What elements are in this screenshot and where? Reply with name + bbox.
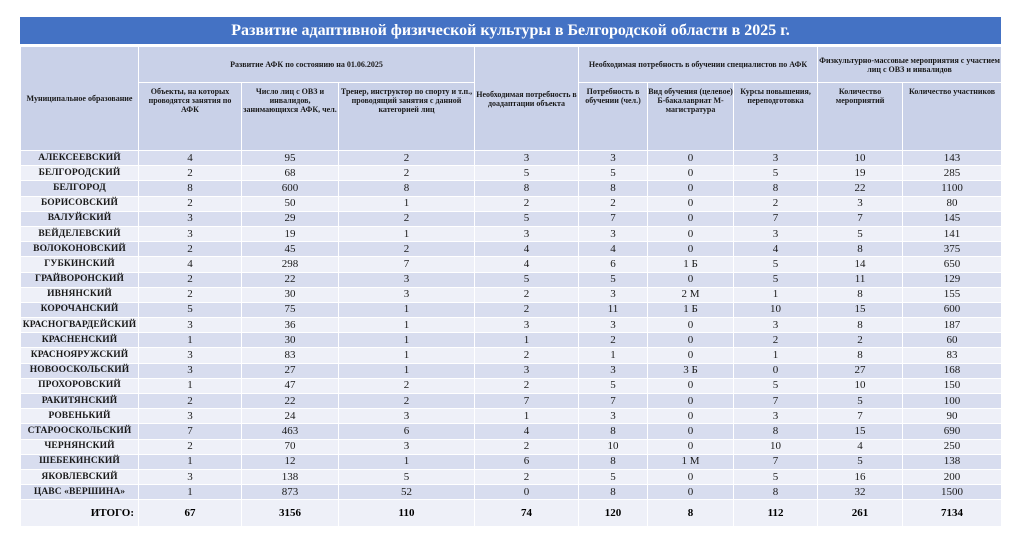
total-training-type: 8 xyxy=(648,500,734,527)
cell-courses: 5 xyxy=(734,166,818,181)
table-row xyxy=(21,318,1002,333)
cell-municipality: ГУБКИНСКИЙ xyxy=(21,257,139,272)
cell-people: 30 xyxy=(242,333,339,348)
cell-participants: 141 xyxy=(903,226,1002,241)
cell-courses: 3 xyxy=(734,226,818,241)
totals-row xyxy=(21,500,1002,527)
cell-trainers: 3 xyxy=(339,272,475,287)
cell-events: 3 xyxy=(818,196,903,211)
cell-trainers: 1 xyxy=(339,196,475,211)
cell-people: 12 xyxy=(242,454,339,469)
table-row xyxy=(21,151,1002,166)
cell-trainers: 2 xyxy=(339,151,475,166)
cell-objects: 8 xyxy=(139,181,242,196)
cell-courses: 3 xyxy=(734,151,818,166)
cell-objects: 1 xyxy=(139,333,242,348)
cell-people: 36 xyxy=(242,318,339,333)
cell-municipality: ЯКОВЛЕВСКИЙ xyxy=(21,469,139,484)
cell-adaptation: 1 xyxy=(475,333,579,348)
cell-municipality: СТАРООСКОЛЬСКИЙ xyxy=(21,424,139,439)
cell-people: 47 xyxy=(242,378,339,393)
cell-need: 4 xyxy=(579,242,648,257)
cell-participants: 90 xyxy=(903,409,1002,424)
cell-municipality: БЕЛГОРОДСКИЙ xyxy=(21,166,139,181)
cell-municipality: БОРИСОВСКИЙ xyxy=(21,196,139,211)
cell-courses: 5 xyxy=(734,469,818,484)
cell-courses: 2 xyxy=(734,196,818,211)
cell-adaptation: 2 xyxy=(475,287,579,302)
cell-trainers: 3 xyxy=(339,439,475,454)
cell-objects: 2 xyxy=(139,166,242,181)
cell-objects: 3 xyxy=(139,469,242,484)
cell-events: 14 xyxy=(818,257,903,272)
table-row xyxy=(21,469,1002,484)
cell-events: 2 xyxy=(818,333,903,348)
table-row xyxy=(21,242,1002,257)
cell-adaptation: 2 xyxy=(475,196,579,211)
header-trainers: Тренер, инструктор по спорту и т.п., проводящий занятия с данной категорией лиц xyxy=(339,83,475,151)
cell-training-type: 1 М xyxy=(648,454,734,469)
cell-need: 8 xyxy=(579,181,648,196)
cell-municipality: ВОЛОКОНОВСКИЙ xyxy=(21,242,139,257)
cell-training-type: 1 Б xyxy=(648,257,734,272)
cell-objects: 3 xyxy=(139,363,242,378)
cell-trainers: 6 xyxy=(339,424,475,439)
cell-adaptation: 6 xyxy=(475,454,579,469)
header-training-type: Вид обучения (целевое) Б-бакалавриат М- магистратура xyxy=(648,83,734,151)
cell-training-type: 0 xyxy=(648,318,734,333)
cell-training-type: 0 xyxy=(648,151,734,166)
cell-people: 29 xyxy=(242,211,339,226)
table-row xyxy=(21,257,1002,272)
cell-courses: 7 xyxy=(734,394,818,409)
cell-adaptation: 3 xyxy=(475,363,579,378)
table-row xyxy=(21,394,1002,409)
header-group-training: Необходимая потребность в обучении специалистов по АФК xyxy=(579,47,818,83)
cell-need: 2 xyxy=(579,333,648,348)
cell-objects: 2 xyxy=(139,196,242,211)
cell-adaptation: 5 xyxy=(475,166,579,181)
cell-events: 8 xyxy=(818,242,903,257)
cell-events: 5 xyxy=(818,226,903,241)
cell-objects: 5 xyxy=(139,302,242,317)
cell-need: 2 xyxy=(579,196,648,211)
table-row xyxy=(21,181,1002,196)
cell-events: 4 xyxy=(818,439,903,454)
cell-people: 70 xyxy=(242,439,339,454)
cell-objects: 2 xyxy=(139,287,242,302)
cell-adaptation: 2 xyxy=(475,469,579,484)
cell-people: 298 xyxy=(242,257,339,272)
cell-events: 10 xyxy=(818,151,903,166)
header-adaptation: Необходимая потребность в доадаптации объекта xyxy=(475,47,579,151)
cell-adaptation: 3 xyxy=(475,151,579,166)
cell-municipality: БЕЛГОРОД xyxy=(21,181,139,196)
cell-events: 5 xyxy=(818,394,903,409)
cell-municipality: КОРОЧАНСКИЙ xyxy=(21,302,139,317)
table-row xyxy=(21,287,1002,302)
cell-municipality: ГРАЙВОРОНСКИЙ xyxy=(21,272,139,287)
cell-trainers: 3 xyxy=(339,409,475,424)
cell-need: 8 xyxy=(579,454,648,469)
cell-training-type: 0 xyxy=(648,333,734,348)
table-row xyxy=(21,409,1002,424)
cell-people: 95 xyxy=(242,151,339,166)
cell-participants: 83 xyxy=(903,348,1002,363)
cell-municipality: РОВЕНЬКИЙ xyxy=(21,409,139,424)
header-participants: Количество участников xyxy=(903,83,1002,151)
cell-objects: 3 xyxy=(139,211,242,226)
cell-adaptation: 2 xyxy=(475,302,579,317)
cell-participants: 650 xyxy=(903,257,1002,272)
table-row xyxy=(21,424,1002,439)
cell-trainers: 2 xyxy=(339,242,475,257)
header-group-events: Физкультурно-массовые мероприятия с участием лиц с ОВЗ и инвалидов xyxy=(818,47,1002,83)
table-body xyxy=(21,151,1002,500)
cell-trainers: 1 xyxy=(339,226,475,241)
cell-courses: 3 xyxy=(734,409,818,424)
cell-adaptation: 3 xyxy=(475,318,579,333)
cell-need: 8 xyxy=(579,485,648,500)
cell-events: 5 xyxy=(818,454,903,469)
cell-events: 8 xyxy=(818,287,903,302)
cell-need: 3 xyxy=(579,226,648,241)
cell-trainers: 2 xyxy=(339,166,475,181)
cell-need: 3 xyxy=(579,318,648,333)
table-row xyxy=(21,348,1002,363)
cell-training-type: 0 xyxy=(648,348,734,363)
cell-trainers: 1 xyxy=(339,333,475,348)
cell-need: 11 xyxy=(579,302,648,317)
table-row xyxy=(21,439,1002,454)
cell-participants: 187 xyxy=(903,318,1002,333)
cell-adaptation: 4 xyxy=(475,257,579,272)
total-participants: 7134 xyxy=(903,500,1002,527)
cell-municipality: ИВНЯНСКИЙ xyxy=(21,287,139,302)
cell-training-type: 0 xyxy=(648,226,734,241)
cell-trainers: 52 xyxy=(339,485,475,500)
cell-participants: 60 xyxy=(903,333,1002,348)
cell-events: 16 xyxy=(818,469,903,484)
cell-adaptation: 1 xyxy=(475,409,579,424)
table-row xyxy=(21,363,1002,378)
cell-events: 8 xyxy=(818,348,903,363)
cell-objects: 2 xyxy=(139,272,242,287)
header-objects: Объекты, на которых проводятся занятия по АФК xyxy=(139,83,242,151)
cell-adaptation: 2 xyxy=(475,348,579,363)
cell-people: 45 xyxy=(242,242,339,257)
cell-trainers: 1 xyxy=(339,302,475,317)
cell-courses: 8 xyxy=(734,181,818,196)
cell-objects: 3 xyxy=(139,409,242,424)
cell-participants: 1100 xyxy=(903,181,1002,196)
cell-adaptation: 7 xyxy=(475,394,579,409)
cell-participants: 80 xyxy=(903,196,1002,211)
cell-municipality: КРАСНОЯРУЖСКИЙ xyxy=(21,348,139,363)
cell-participants: 129 xyxy=(903,272,1002,287)
cell-need: 3 xyxy=(579,409,648,424)
cell-training-type: 0 xyxy=(648,409,734,424)
total-adaptation: 74 xyxy=(475,500,579,527)
cell-courses: 1 xyxy=(734,348,818,363)
cell-participants: 690 xyxy=(903,424,1002,439)
cell-training-type: 0 xyxy=(648,485,734,500)
cell-events: 27 xyxy=(818,363,903,378)
cell-courses: 1 xyxy=(734,287,818,302)
header-courses: Курсы повышения, переподготовка xyxy=(734,83,818,151)
afk-table xyxy=(20,46,1002,527)
cell-events: 7 xyxy=(818,409,903,424)
cell-people: 30 xyxy=(242,287,339,302)
cell-objects: 1 xyxy=(139,378,242,393)
cell-objects: 2 xyxy=(139,242,242,257)
cell-trainers: 8 xyxy=(339,181,475,196)
cell-adaptation: 5 xyxy=(475,272,579,287)
cell-adaptation: 0 xyxy=(475,485,579,500)
cell-objects: 7 xyxy=(139,424,242,439)
cell-need: 5 xyxy=(579,469,648,484)
cell-people: 873 xyxy=(242,485,339,500)
cell-participants: 150 xyxy=(903,378,1002,393)
cell-courses: 7 xyxy=(734,454,818,469)
cell-courses: 4 xyxy=(734,242,818,257)
cell-municipality: НОВООСКОЛЬСКИЙ xyxy=(21,363,139,378)
cell-adaptation: 5 xyxy=(475,211,579,226)
cell-participants: 138 xyxy=(903,454,1002,469)
cell-courses: 8 xyxy=(734,424,818,439)
cell-trainers: 1 xyxy=(339,454,475,469)
cell-need: 5 xyxy=(579,272,648,287)
cell-municipality: ВЕЙДЕЛЕВСКИЙ xyxy=(21,226,139,241)
cell-trainers: 7 xyxy=(339,257,475,272)
cell-trainers: 1 xyxy=(339,318,475,333)
cell-events: 10 xyxy=(818,378,903,393)
cell-people: 22 xyxy=(242,272,339,287)
cell-events: 15 xyxy=(818,424,903,439)
cell-objects: 3 xyxy=(139,226,242,241)
cell-training-type: 0 xyxy=(648,378,734,393)
totals-label: ИТОГО: xyxy=(21,500,139,527)
cell-training-type: 1 Б xyxy=(648,302,734,317)
cell-need: 3 xyxy=(579,287,648,302)
cell-people: 75 xyxy=(242,302,339,317)
cell-training-type: 2 М xyxy=(648,287,734,302)
cell-participants: 285 xyxy=(903,166,1002,181)
header-municipality: Муниципальное образование xyxy=(21,47,139,151)
cell-events: 32 xyxy=(818,485,903,500)
cell-trainers: 3 xyxy=(339,287,475,302)
table-row xyxy=(21,378,1002,393)
cell-participants: 143 xyxy=(903,151,1002,166)
cell-training-type: 0 xyxy=(648,439,734,454)
cell-participants: 375 xyxy=(903,242,1002,257)
cell-people: 27 xyxy=(242,363,339,378)
cell-municipality: ВАЛУЙСКИЙ xyxy=(21,211,139,226)
cell-adaptation: 3 xyxy=(475,226,579,241)
cell-objects: 3 xyxy=(139,348,242,363)
cell-trainers: 1 xyxy=(339,348,475,363)
table-row xyxy=(21,196,1002,211)
cell-trainers: 2 xyxy=(339,394,475,409)
cell-courses: 10 xyxy=(734,302,818,317)
cell-training-type: 0 xyxy=(648,242,734,257)
cell-trainers: 1 xyxy=(339,363,475,378)
table-row xyxy=(21,454,1002,469)
cell-courses: 0 xyxy=(734,363,818,378)
cell-participants: 200 xyxy=(903,469,1002,484)
total-people: 3156 xyxy=(242,500,339,527)
cell-need: 5 xyxy=(579,166,648,181)
header-people: Число лиц с ОВЗ и инвалидов, занимающихся АФК, чел. xyxy=(242,83,339,151)
cell-objects: 1 xyxy=(139,454,242,469)
cell-events: 22 xyxy=(818,181,903,196)
cell-people: 22 xyxy=(242,394,339,409)
cell-training-type: 0 xyxy=(648,166,734,181)
cell-training-type: 0 xyxy=(648,394,734,409)
cell-participants: 145 xyxy=(903,211,1002,226)
cell-events: 8 xyxy=(818,318,903,333)
cell-objects: 3 xyxy=(139,318,242,333)
table-row xyxy=(21,272,1002,287)
cell-need: 5 xyxy=(579,378,648,393)
cell-need: 6 xyxy=(579,257,648,272)
header-need: Потребность в обучении (чел.) xyxy=(579,83,648,151)
cell-participants: 600 xyxy=(903,302,1002,317)
table-row xyxy=(21,333,1002,348)
total-objects: 67 xyxy=(139,500,242,527)
cell-courses: 5 xyxy=(734,257,818,272)
cell-events: 11 xyxy=(818,272,903,287)
cell-courses: 8 xyxy=(734,485,818,500)
cell-need: 3 xyxy=(579,151,648,166)
cell-courses: 7 xyxy=(734,211,818,226)
report-container xyxy=(20,17,1001,527)
cell-adaptation: 2 xyxy=(475,378,579,393)
cell-municipality: ПРОХОРОВСКИЙ xyxy=(21,378,139,393)
cell-objects: 2 xyxy=(139,439,242,454)
cell-municipality: ШЕБЕКИНСКИЙ xyxy=(21,454,139,469)
cell-municipality: ЧЕРНЯНСКИЙ xyxy=(21,439,139,454)
cell-adaptation: 4 xyxy=(475,242,579,257)
cell-courses: 3 xyxy=(734,318,818,333)
cell-training-type: 0 xyxy=(648,181,734,196)
cell-people: 24 xyxy=(242,409,339,424)
cell-training-type: 3 Б xyxy=(648,363,734,378)
cell-people: 463 xyxy=(242,424,339,439)
cell-people: 83 xyxy=(242,348,339,363)
cell-people: 138 xyxy=(242,469,339,484)
cell-municipality: АЛЕКСЕЕВСКИЙ xyxy=(21,151,139,166)
cell-participants: 155 xyxy=(903,287,1002,302)
cell-adaptation: 2 xyxy=(475,439,579,454)
cell-courses: 10 xyxy=(734,439,818,454)
cell-adaptation: 8 xyxy=(475,181,579,196)
cell-people: 19 xyxy=(242,226,339,241)
cell-training-type: 0 xyxy=(648,196,734,211)
cell-objects: 2 xyxy=(139,394,242,409)
cell-objects: 4 xyxy=(139,151,242,166)
table-row xyxy=(21,485,1002,500)
cell-training-type: 0 xyxy=(648,469,734,484)
cell-participants: 1500 xyxy=(903,485,1002,500)
cell-events: 7 xyxy=(818,211,903,226)
cell-need: 7 xyxy=(579,394,648,409)
cell-need: 1 xyxy=(579,348,648,363)
cell-participants: 100 xyxy=(903,394,1002,409)
cell-participants: 250 xyxy=(903,439,1002,454)
cell-people: 600 xyxy=(242,181,339,196)
total-events: 261 xyxy=(818,500,903,527)
cell-trainers: 5 xyxy=(339,469,475,484)
table-row xyxy=(21,302,1002,317)
table-row xyxy=(21,211,1002,226)
table-row xyxy=(21,226,1002,241)
cell-participants: 168 xyxy=(903,363,1002,378)
header-group-afk: Развитие АФК по состоянию на 01.06.2025 xyxy=(139,47,475,83)
cell-municipality: ЦАВС «ВЕРШИНА» xyxy=(21,485,139,500)
table-row xyxy=(21,166,1002,181)
cell-people: 50 xyxy=(242,196,339,211)
cell-trainers: 2 xyxy=(339,378,475,393)
cell-objects: 4 xyxy=(139,257,242,272)
cell-objects: 1 xyxy=(139,485,242,500)
cell-events: 15 xyxy=(818,302,903,317)
cell-courses: 2 xyxy=(734,333,818,348)
cell-municipality: КРАСНЕНСКИЙ xyxy=(21,333,139,348)
cell-courses: 5 xyxy=(734,378,818,393)
cell-need: 3 xyxy=(579,363,648,378)
cell-training-type: 0 xyxy=(648,211,734,226)
cell-need: 8 xyxy=(579,424,648,439)
cell-trainers: 2 xyxy=(339,211,475,226)
cell-events: 19 xyxy=(818,166,903,181)
cell-need: 10 xyxy=(579,439,648,454)
total-courses: 112 xyxy=(734,500,818,527)
cell-training-type: 0 xyxy=(648,424,734,439)
total-need: 120 xyxy=(579,500,648,527)
cell-municipality: КРАСНОГВАРДЕЙСКИЙ xyxy=(21,318,139,333)
cell-municipality: РАКИТЯНСКИЙ xyxy=(21,394,139,409)
header-events-count: Количество мероприятий xyxy=(818,83,903,151)
cell-adaptation: 4 xyxy=(475,424,579,439)
total-trainers: 110 xyxy=(339,500,475,527)
page-title: Развитие адаптивной физической культуры в Белгородской области в 2025 г. xyxy=(20,17,1001,44)
cell-need: 7 xyxy=(579,211,648,226)
cell-training-type: 0 xyxy=(648,272,734,287)
cell-courses: 5 xyxy=(734,272,818,287)
cell-people: 68 xyxy=(242,166,339,181)
